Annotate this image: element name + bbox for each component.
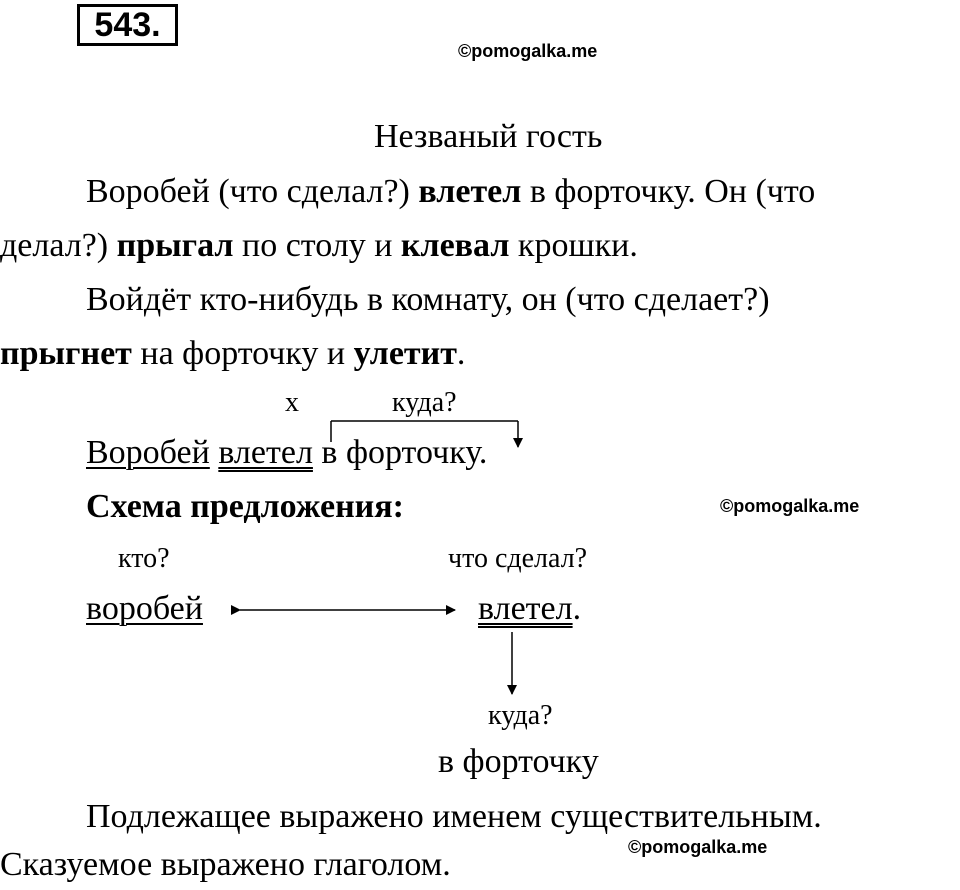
scheme-predicate: влетел. [478,590,582,627]
scheme-question-object: куда? [488,700,553,731]
watermark: ©pomogalka.me [628,837,768,857]
conclusion-line-2: Сказуемое выражено глаголом. [0,846,451,883]
scheme-question-predicate: что сделал? [448,543,588,574]
watermark: ©pomogalka.me [720,496,860,516]
paragraph-1-line-1: Воробей (что сделал?) влетел в форточку. Он (что [86,173,816,210]
watermark: ©pomogalka.me [458,41,598,61]
text-title: Незваный гость [374,118,603,155]
parse-bracket-arrow [331,421,518,447]
conclusion-line-1: Подлежащее выражено именем существительным. [86,798,822,835]
paragraph-2-line-1: Войдёт кто-нибудь в комнату, он (что сделает?) [86,281,770,318]
predicate-word: влетел [218,434,313,471]
parse-question: куда? [392,387,457,418]
parsed-sentence: Воробей влетел в форточку. [86,434,488,471]
scheme-object: в форточку [438,743,599,780]
paragraph-2-line-2: прыгнет на форточку и улетит. [0,335,466,372]
subject-word: Воробей [86,434,210,471]
exercise-number: 543. [77,4,178,46]
scheme-subject: воробей [86,590,203,627]
scheme-question-subject: кто? [118,543,170,574]
paragraph-1-line-2: делал?) прыгал по столу и клевал крошки. [0,227,638,264]
scheme-heading: Схема предложения: [86,488,404,525]
parse-mark-x: х [285,387,299,418]
